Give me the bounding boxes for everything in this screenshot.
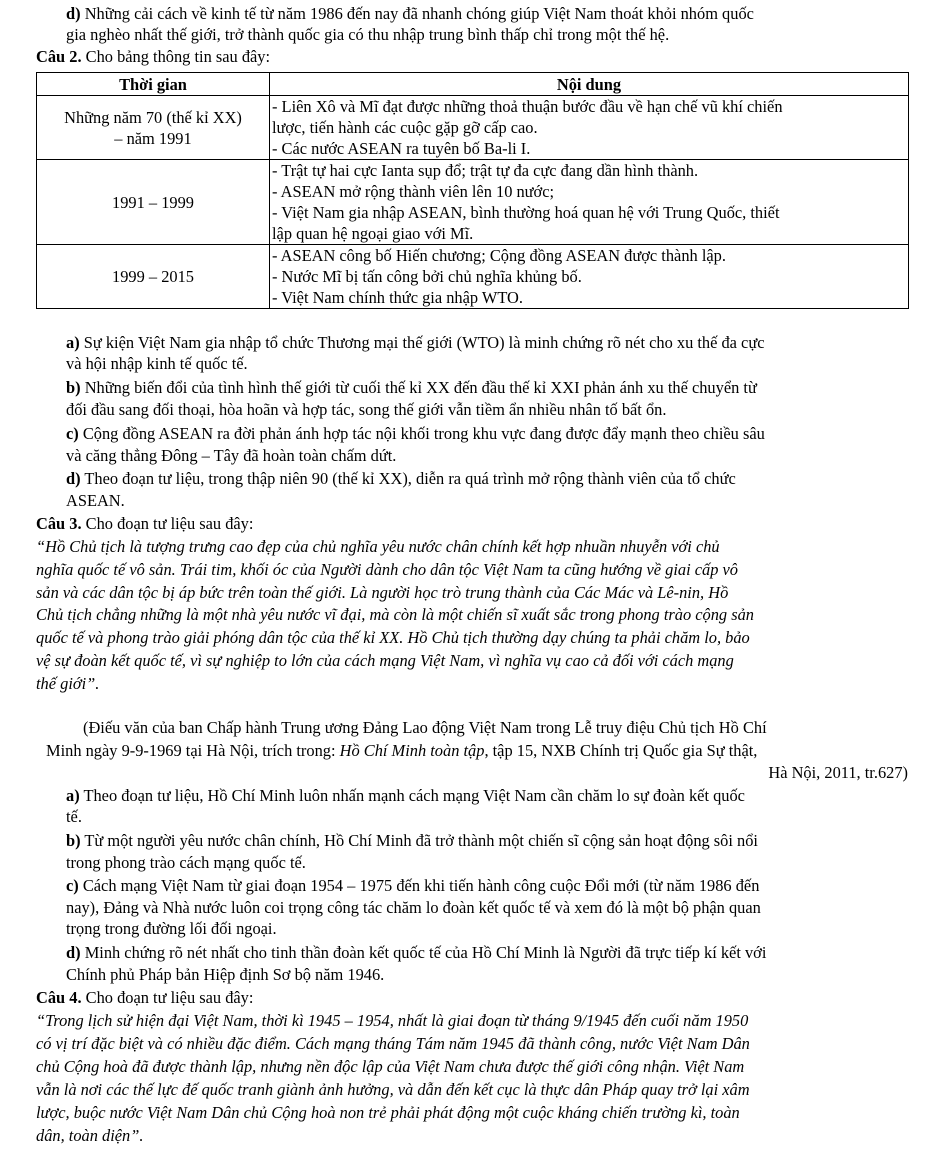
intro-statement-d-cont bbox=[66, 25, 669, 46]
table-header-row bbox=[37, 73, 909, 96]
question-prompt: Cho đoạn tư liệu sau đây: bbox=[85, 514, 254, 533]
statement-text: và căng thẳng Đông – Tây đã hoàn toàn chấm dứt. bbox=[66, 446, 397, 465]
statement-text: đối đầu sang đối thoại, hòa hoãn và hợp tác, song thế giới vẫn tiềm ẩn nhiều nhân tố bất ổn. bbox=[66, 400, 667, 419]
q3-statement-a-cont bbox=[66, 807, 82, 828]
statement-text: tế. bbox=[66, 807, 82, 826]
time-line: 1999 – 2015 bbox=[112, 267, 194, 286]
content-line: - Nước Mĩ bị tấn công bởi chủ nghĩa khủng bố. bbox=[272, 267, 582, 286]
question-2-heading bbox=[36, 47, 270, 68]
question-label: Câu 3. bbox=[36, 514, 82, 533]
q3-source-line: Hà Nội, 2011, tr.627) bbox=[768, 763, 908, 782]
statement-text: Những biến đổi của tình hình thế giới từ cuối thế kỉ XX đến đầu thế kỉ XXI phản ánh xu thế chuyển từ bbox=[84, 378, 757, 397]
statement-text: Sự kiện Việt Nam gia nhập tổ chức Thương mại thế giới (WTO) là minh chứng rõ nét cho xu thế đa cực bbox=[83, 333, 765, 352]
source-text: Minh ngày 9-9-1969 tại Hà Nội, trích trong: bbox=[46, 741, 336, 760]
statement-label: a) bbox=[66, 786, 80, 805]
statement-label: c) bbox=[66, 424, 79, 443]
statement-text: Những cải cách về kinh tế từ năm 1986 đến nay đã nhanh chóng giúp Việt Nam thoát khỏi nhóm quốc bbox=[84, 4, 754, 23]
q3-quote-line: thế giới”. bbox=[36, 674, 100, 693]
info-table bbox=[36, 72, 909, 309]
q3-statement-c bbox=[66, 876, 759, 897]
statement-text: Cộng đồng ASEAN ra đời phản ánh hợp tác nội khối trong khu vực đang được đẩy mạnh theo chiều sâu bbox=[82, 424, 765, 443]
content-line: - Các nước ASEAN ra tuyên bố Ba-li I. bbox=[272, 139, 531, 158]
q3-source-line bbox=[46, 741, 757, 762]
statement-text: Chính phủ Pháp bản Hiệp định Sơ bộ năm 1946. bbox=[66, 965, 385, 984]
statement-label: b) bbox=[66, 831, 81, 850]
q4-quote-line: dân, toàn diện”. bbox=[36, 1126, 144, 1145]
q3-quote-line: sản và các dân tộc bị áp bức trên toàn thế giới. Là người học trò trung thành của Các Mác và Lê-nin, Hồ bbox=[36, 583, 729, 602]
q2-statement-d-cont bbox=[66, 491, 125, 512]
q2-statement-a bbox=[66, 333, 765, 354]
content-line: - Liên Xô và Mĩ đạt được những thoả thuận bước đầu về hạn chế vũ khí chiến bbox=[272, 97, 783, 116]
q2-statement-b bbox=[66, 378, 757, 399]
q3-statement-b-cont bbox=[66, 853, 306, 874]
q4-quote-line: chủ Cộng hoà đã được thành lập, nhưng nền độc lập của Việt Nam chưa được thế giới công nhận. Việt Nam bbox=[36, 1057, 745, 1076]
statement-text: và hội nhập kinh tế quốc tế. bbox=[66, 354, 248, 373]
content-cell bbox=[270, 96, 909, 160]
q4-quote-line: lược, buộc nước Việt Nam Dân chủ Cộng hoà non trẻ phải phát động một cuộc kháng chiến trường kì, toàn bbox=[36, 1103, 740, 1122]
question-label: Câu 4. bbox=[36, 988, 82, 1007]
statement-text: Minh chứng rõ nét nhất cho tinh thần đoàn kết quốc tế của Hồ Chí Minh là Người đã trực tiếp kí kết với bbox=[84, 943, 767, 962]
q3-statement-d bbox=[66, 943, 766, 964]
q2-statement-a-cont bbox=[66, 354, 248, 375]
statement-label: d) bbox=[66, 943, 81, 962]
question-prompt: Cho bảng thông tin sau đây: bbox=[85, 47, 271, 66]
q2-statement-c-cont bbox=[66, 446, 396, 467]
statement-text: gia nghèo nhất thế giới, trở thành quốc gia có thu nhập trung bình thấp chỉ trong một thế hệ. bbox=[66, 25, 670, 44]
table-row bbox=[37, 160, 909, 245]
intro-statement-d bbox=[66, 4, 754, 25]
q3-statement-a bbox=[66, 786, 745, 807]
time-cell bbox=[37, 245, 270, 309]
statement-text: ASEAN. bbox=[66, 491, 125, 510]
q3-source-line: (Điếu văn của ban Chấp hành Trung ương Đảng Lao động Việt Nam trong Lễ truy điệu Chủ tịch Hồ Chí bbox=[83, 718, 767, 737]
content-cell bbox=[270, 245, 909, 309]
statement-text: trọng trong đường lối đối ngoại. bbox=[66, 919, 277, 938]
q3-quote-line: nghĩa quốc tế vô sản. Trái tim, khối óc của Người dành cho dân tộc Việt Nam ta cũng hướng về giai cấp vô bbox=[36, 560, 738, 579]
content-line: - ASEAN mở rộng thành viên lên 10 nước; bbox=[272, 182, 555, 201]
content-cell bbox=[270, 160, 909, 245]
question-label: Câu 2. bbox=[36, 47, 82, 66]
statement-text: Theo đoạn tư liệu, Hồ Chí Minh luôn nhấn mạnh cách mạng Việt Nam cần chăm lo sự đoàn kết quốc bbox=[83, 786, 745, 805]
q2-statement-d bbox=[66, 469, 736, 490]
time-line: – năm 1991 bbox=[114, 128, 192, 148]
source-title: Hồ Chí Minh toàn tập bbox=[339, 741, 485, 760]
time-line: 1991 – 1999 bbox=[112, 192, 194, 212]
q3-statement-c-cont bbox=[66, 898, 761, 919]
source-text: , tập 15, NXB Chính trị Quốc gia Sự thật, bbox=[484, 741, 758, 760]
statement-label: c) bbox=[66, 876, 79, 895]
q3-quote-line: Chủ tịch chẳng những là một nhà yêu nước vĩ đại, mà còn là một chiến sĩ xuất sắc trong phong trào cộng sản bbox=[36, 605, 754, 624]
statement-label: d) bbox=[66, 469, 81, 488]
time-cell bbox=[37, 96, 270, 160]
content-line: - Việt Nam chính thức gia nhập WTO. bbox=[272, 288, 523, 307]
content-line: - Trật tự hai cực Ianta sụp đổ; trật tự đa cực đang dần hình thành. bbox=[272, 161, 699, 180]
question-4-heading bbox=[36, 988, 253, 1009]
q2-statement-c bbox=[66, 424, 765, 445]
q4-quote-line: “Trong lịch sử hiện đại Việt Nam, thời kì 1945 – 1954, nhất là giai đoạn từ tháng 9/1945 đến cuối năm 1950 bbox=[36, 1011, 749, 1030]
q2-statement-b-cont bbox=[66, 400, 666, 421]
statement-text: Cách mạng Việt Nam từ giai đoạn 1954 – 1975 đến khi tiến hành công cuộc Đổi mới (từ năm 1986 đến bbox=[82, 876, 760, 895]
statement-text: trong phong trào cách mạng quốc tế. bbox=[66, 853, 306, 872]
content-line: - Việt Nam gia nhập ASEAN, bình thường hoá quan hệ với Trung Quốc, thiết bbox=[272, 203, 780, 222]
content-line: lược, tiến hành các cuộc gặp gỡ cấp cao. bbox=[272, 118, 538, 137]
question-prompt: Cho đoạn tư liệu sau đây: bbox=[85, 988, 254, 1007]
statement-label: a) bbox=[66, 333, 80, 352]
statement-label: d) bbox=[66, 4, 81, 23]
q3-statement-c-cont2 bbox=[66, 919, 277, 940]
table-row bbox=[37, 245, 909, 309]
time-cell bbox=[37, 160, 270, 245]
time-line: Những năm 70 (thế kỉ XX) bbox=[64, 107, 242, 127]
header-content: Nội dung bbox=[270, 73, 909, 96]
question-3-heading bbox=[36, 514, 253, 535]
statement-text: Từ một người yêu nước chân chính, Hồ Chí Minh đã trở thành một chiến sĩ cộng sản hoạt động sôi nổi bbox=[84, 831, 758, 850]
q3-quote-line: “Hồ Chủ tịch là tượng trưng cao đẹp của chủ nghĩa yêu nước chân chính kết hợp nhuần nhuyễn với chủ bbox=[36, 537, 720, 556]
header-time: Thời gian bbox=[37, 73, 270, 96]
q4-quote-line: vẫn là nơi các thế lực đế quốc tranh giành ảnh hưởng, và dẫn đến kết cục là thực dân Pháp quay trở lại xâm bbox=[36, 1080, 750, 1099]
q3-statement-d-cont bbox=[66, 965, 384, 986]
statement-text: Theo đoạn tư liệu, trong thập niên 90 (thế kỉ XX), diễn ra quá trình mở rộng thành viên của tổ chức bbox=[84, 469, 736, 488]
q3-quote-line: quốc tế và phong trào giải phóng dân tộc của thế kỉ XX. Hồ Chủ tịch thường dạy chúng ta phải chăm lo, bảo bbox=[36, 628, 750, 647]
table-row bbox=[37, 96, 909, 160]
content-line: - ASEAN công bố Hiến chương; Cộng đồng ASEAN được thành lập. bbox=[272, 246, 726, 265]
q3-quote-line: vệ sự đoàn kết quốc tế, vì sự nghiệp to lớn của cách mạng Việt Nam, vì nghĩa vụ cao cả đối với cách mạng bbox=[36, 651, 734, 670]
statement-label: b) bbox=[66, 378, 81, 397]
q3-statement-b bbox=[66, 831, 758, 852]
statement-text: nay), Đảng và Nhà nước luôn coi trọng công tác chăm lo đoàn kết quốc tế và xem đó là một bộ phận quan bbox=[66, 898, 761, 917]
content-line: lập quan hệ ngoại giao với Mĩ. bbox=[272, 224, 474, 243]
q4-quote-line: có vị trí đặc biệt và có nhiều đặc điểm. Cách mạng tháng Tám năm 1945 đã thành công, nước Việt Nam Dân bbox=[36, 1034, 750, 1053]
